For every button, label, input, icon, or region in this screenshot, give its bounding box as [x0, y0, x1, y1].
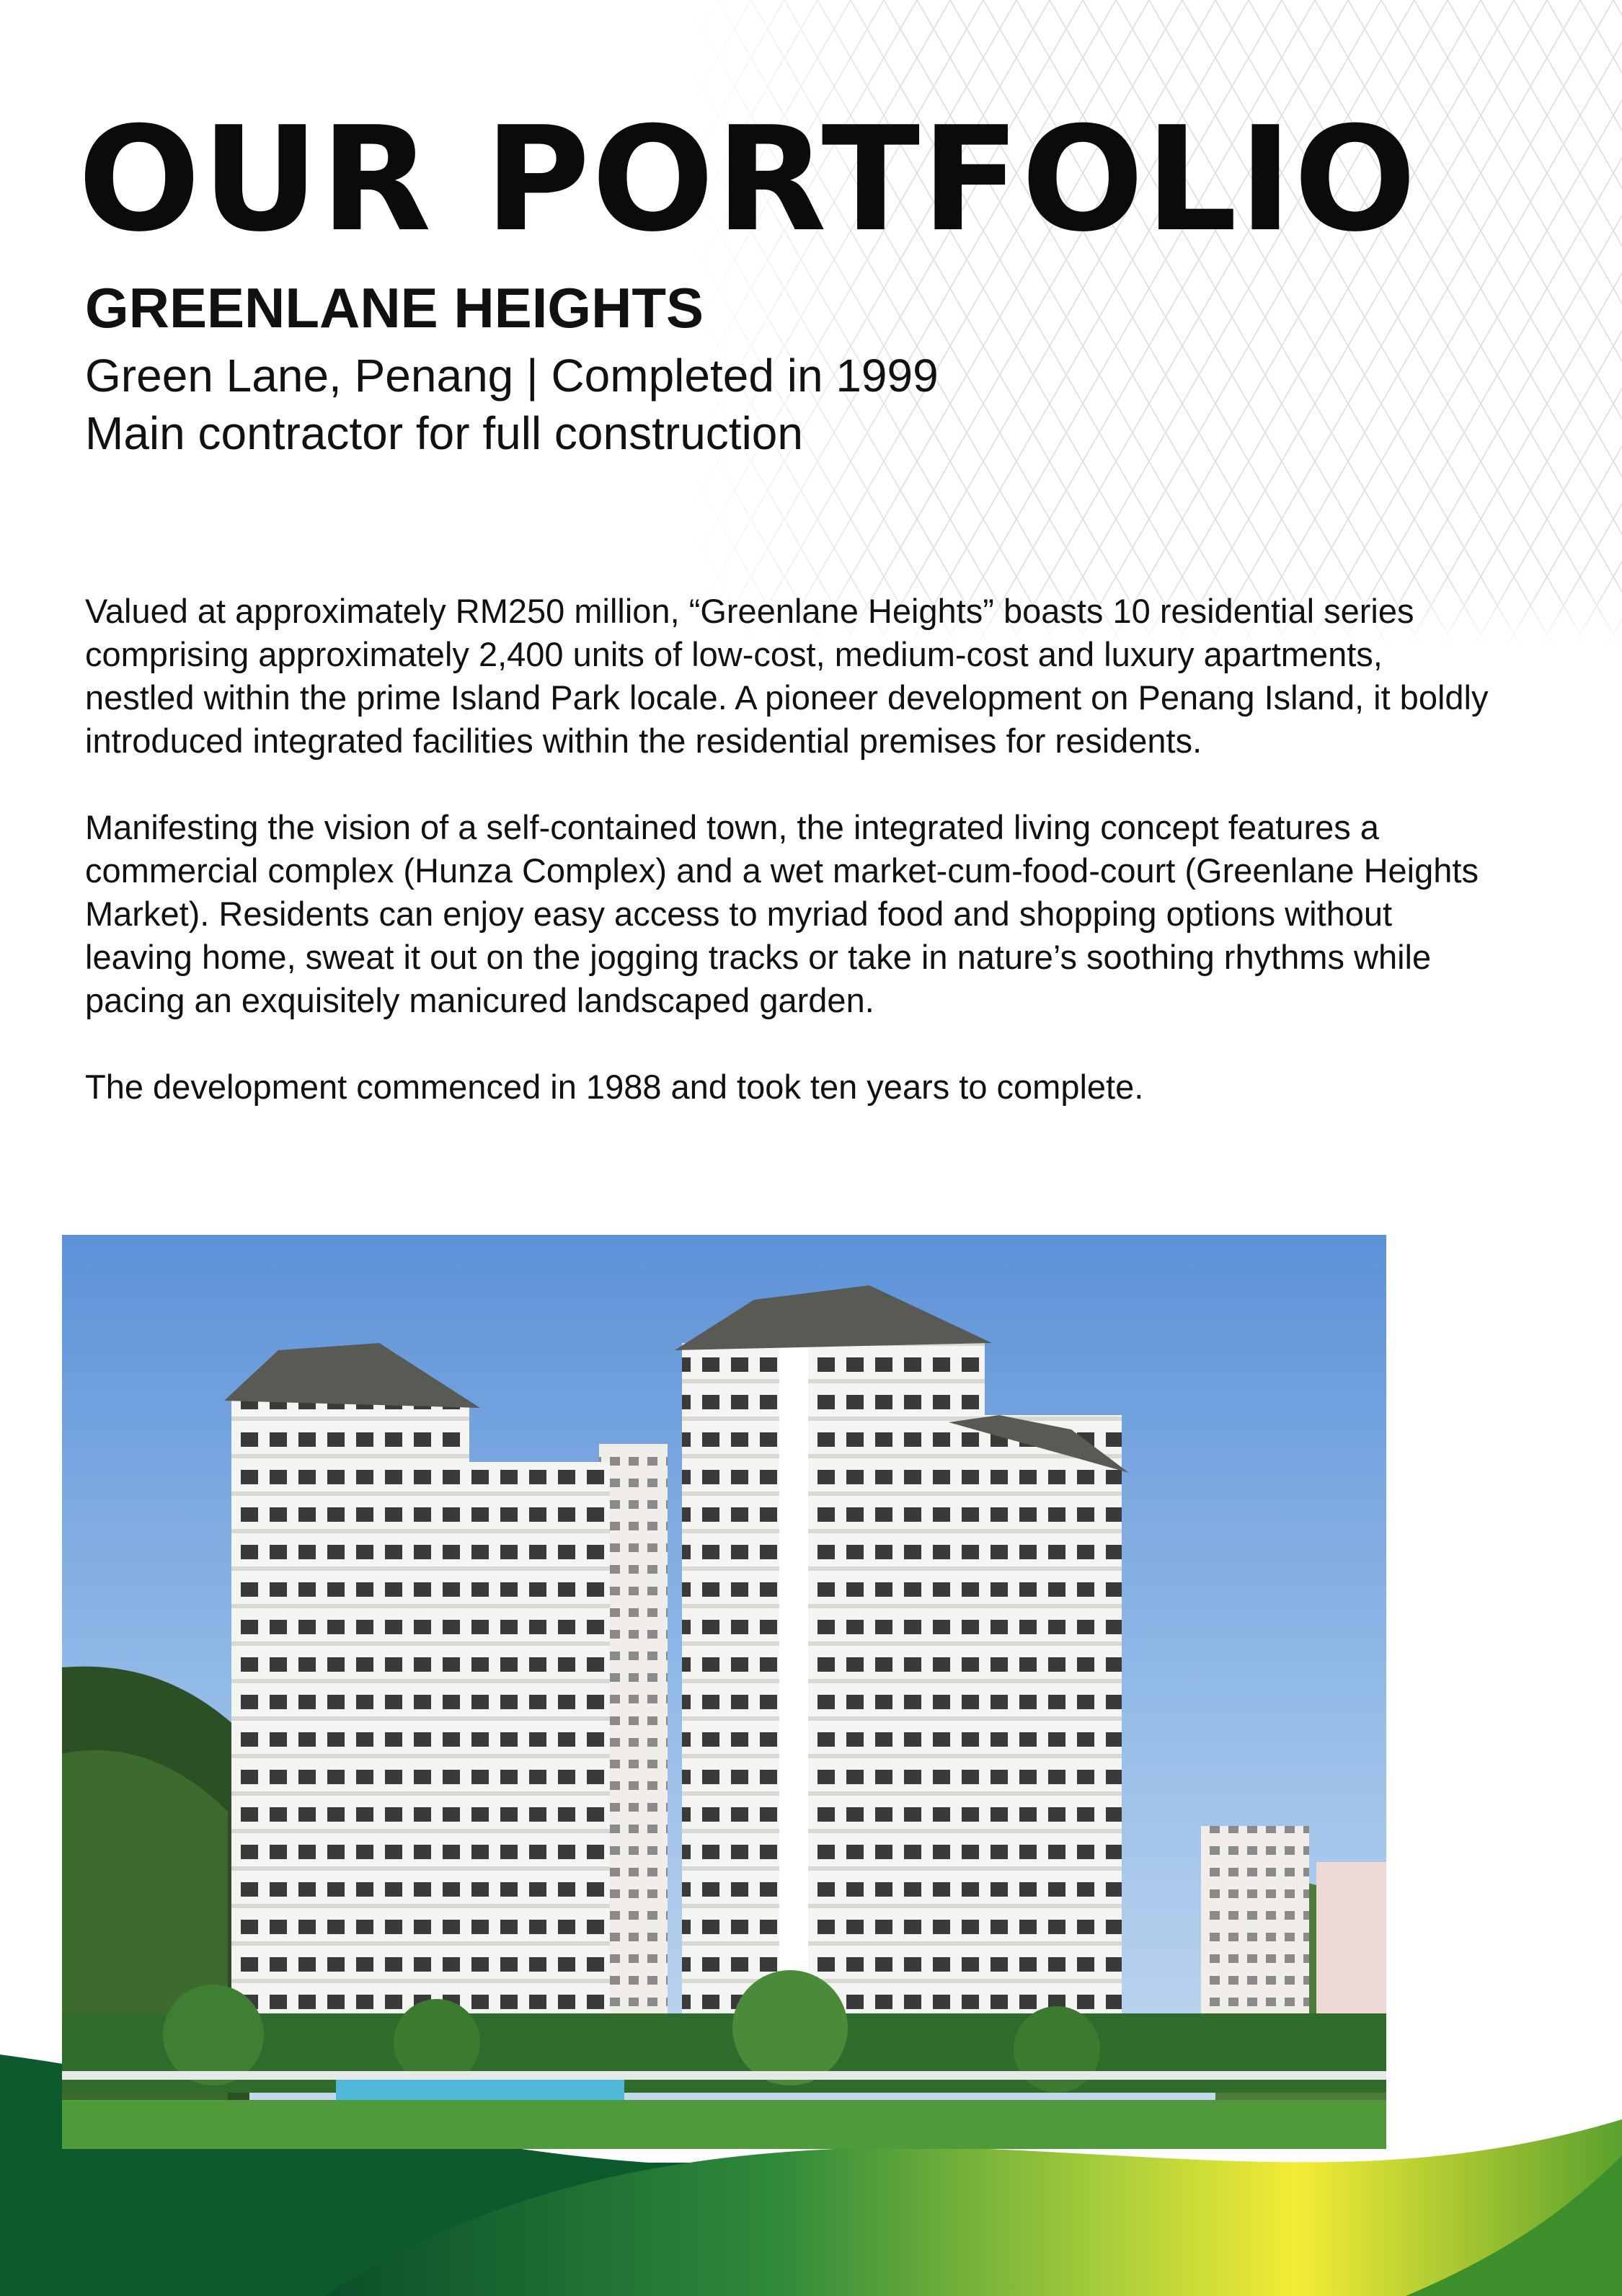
- project-description: [85, 590, 1498, 1152]
- description-paragraph: Manifesting the vision of a self-contained town, the integrated living concept features a commercial complex (Hunza Complex) and a wet market-cum-food-court (Greenlane Heights Market). Residents can enjoy easy access to myriad food and shopping options without leaving home, sweat it out on the jogging tracks or take in nature’s soothing rhythms while pacing an exquisitely manicured landscaped garden.: [85, 808, 1479, 1019]
- project-name: GREENLANE HEIGHTS: [85, 276, 704, 340]
- greenlane-heights-photo: [62, 1235, 1386, 2149]
- project-location-line: Green Lane, Penang | Completed in 1999: [85, 350, 939, 402]
- description-paragraph: The development commenced in 1988 and took ten years to complete.: [85, 1068, 1144, 1106]
- description-paragraph: Valued at approximately RM250 million, “Greenlane Heights” boasts 10 residential series comprising approximately 2,400 units of low-cost, medium-cost and luxury apartments, nestled within the prime Island Park locale. A pioneer development on Penang Island, it boldly introduced integrated facilities within the residential premises for residents.: [85, 592, 1489, 760]
- project-role-line: Main contractor for full construction: [85, 407, 803, 459]
- page-heading: OUR PORTFOLIO: [78, 96, 1418, 264]
